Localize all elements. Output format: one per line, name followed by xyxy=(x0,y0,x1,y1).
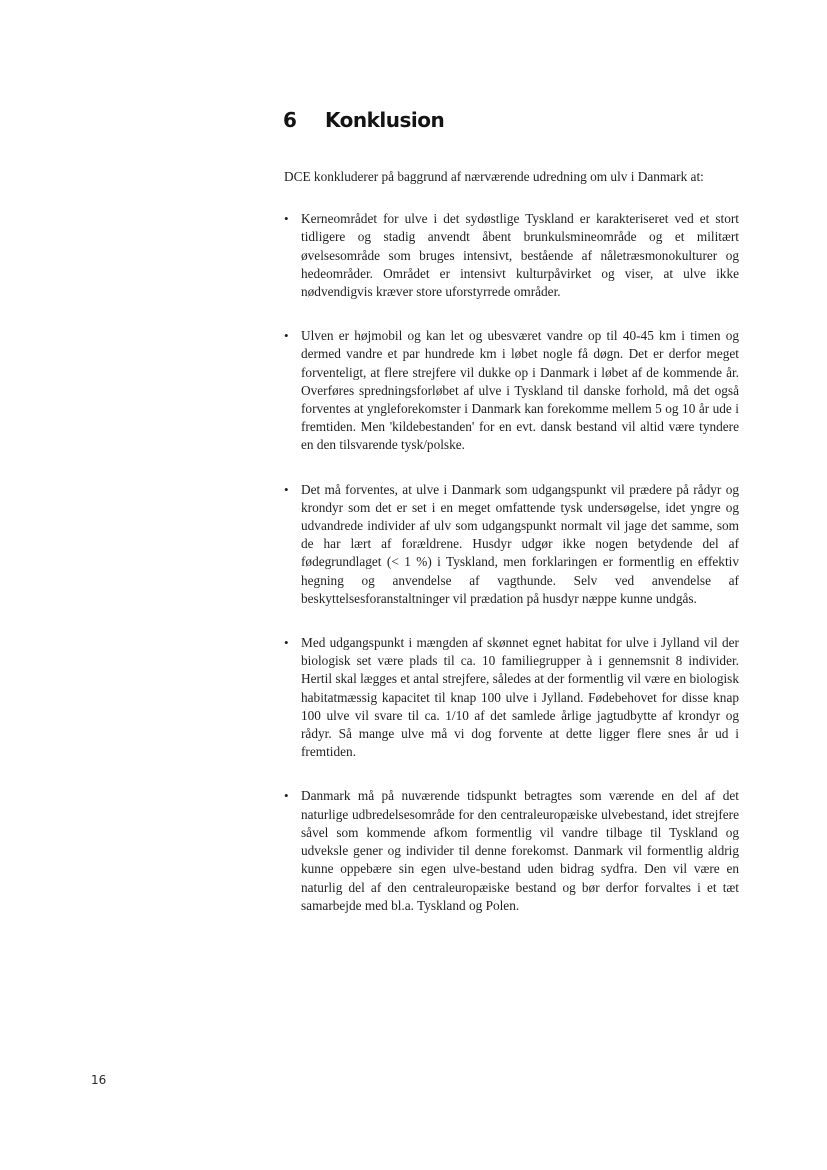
bullet-icon: • xyxy=(284,635,289,651)
section-number: 6 xyxy=(283,108,297,133)
list-item-text: Danmark må på nuværende tidspunkt betragtes som værende en del af det naturlige udbredelsesområde for den centraleuropæiske ulvebestand, idet strejfere såvel som kommende afkom formentlig vil vandre tilbage til Tyskland og udveksle gener og individer til denne forekomst. Danmark vil formentlig aldrig kunne oppebære sin egen ulve-bestand uden bidrag sydfra. Den vil være en naturlig del af den centraleuropæiske bestand og bør derfor forvaltes i et tæt samarbejde med bl.a. Tyskland og Polen. xyxy=(301,788,739,913)
intro-paragraph: DCE konkluderer på baggrund af nærværende udredning om ulv i Danmark at: xyxy=(284,169,704,184)
bullet-icon: • xyxy=(284,211,289,227)
list-item xyxy=(284,634,739,761)
page-number: 16 xyxy=(91,1073,107,1087)
list-item xyxy=(284,481,739,608)
section-title: Konklusion xyxy=(325,108,445,133)
section-heading xyxy=(283,108,444,132)
document-body xyxy=(284,168,739,941)
bullet-icon: • xyxy=(284,788,289,804)
list-item xyxy=(284,787,739,914)
list-item-text: Kerneområdet for ulve i det sydøstlige Tyskland er karakteriseret ved et stort tidligere og stadig anvendt åbent brunkulsmineområde og et militært øvelsesområde som bruges intensivt, bestående af nåletræsmonokulturer og hedeområder. Området er intensivt kulturpåvirket og viser, at ulve ikke nødvendigvis kræver store uforstyrrede områder. xyxy=(301,211,739,300)
bullet-icon: • xyxy=(284,481,289,497)
list-item xyxy=(284,327,739,454)
list-item-text: Med udgangspunkt i mængden af skønnet egnet habitat for ulve i Jylland vil der biologisk set være plads til ca. 10 familiegrupper à i gennemsnit 8 individer. Hertil skal lægges et antal strejfere, således at der formentlig vil være en biologisk habitatmæssig kapacitet til knap 100 ulve i Jylland. Fødebehovet for disse knap 100 ulve vil svare til ca. 1/10 af det samlede årlige jagtudbytte af krondyr og rådyr. Så mange ulve må vi dog forvente at dette ligger flere snes år ud i fremtiden. xyxy=(301,635,739,760)
list-item-text: Ulven er højmobil og kan let og ubesværet vandre op til 40-45 km i timen og dermed vandre et par hundrede km i løbet nogle få døgn. Det er derfor meget forventeligt, at flere strejfere vil dukke op i Danmark i løbet af de kommende år. Overføres spredningsforløbet af ulve i Tyskland til danske forhold, må det også forventes at yngleforekomster i Danmark kan forekomme mellem 5 og 10 år ude i fremtiden. Men 'kildebestanden' for en evt. dansk bestand vil altid være tyndere en den tilsvarende tysk/polske. xyxy=(301,328,739,453)
conclusion-list xyxy=(284,210,739,915)
bullet-icon: • xyxy=(284,328,289,344)
list-item-text: Det må forventes, at ulve i Danmark som udgangspunkt vil prædere på rådyr og krondyr som det er set i en meget omfattende tysk undersøgelse, idet yngre og udvandrede individer af ulv som udgangspunkt normalt vil jage det samme, som de har lært af forældrene. Husdyr udgør ikke nogen betydende del af fødegrundlaget (< 1 %) i Tyskland, men forklaringen er formentlig en effektiv hegning og anvendelse af vagthunde. Selv ved anvendelse af beskyttelsesforanstaltninger vil prædation på husdyr næppe kunne undgås. xyxy=(301,481,739,606)
list-item xyxy=(284,210,739,301)
